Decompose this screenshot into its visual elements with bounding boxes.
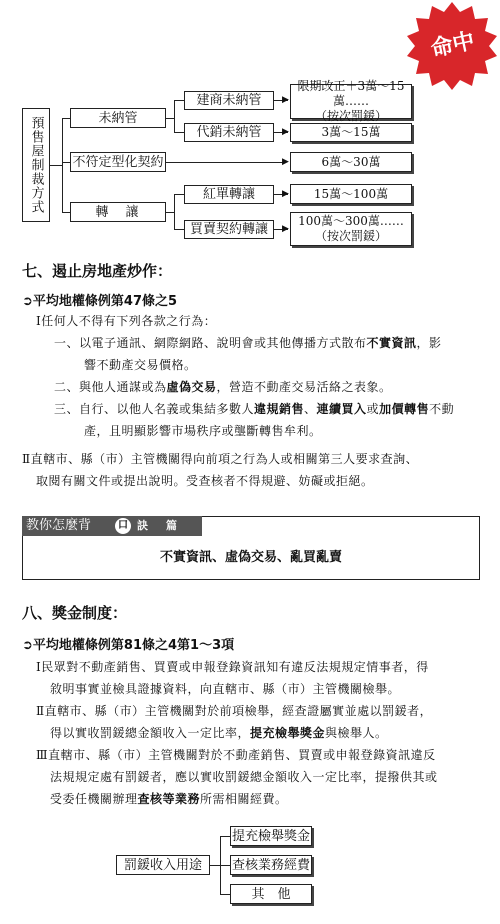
- result-box-1: [290, 79, 412, 123]
- paragraph-line: [36, 722, 488, 744]
- paragraph-line: Ⅱ直轄市、縣（市）主管機關對於前項檢舉，經查證屬實並處以罰鍰者，: [36, 704, 433, 718]
- result-line: （按次罰鍰）: [314, 109, 387, 123]
- text: 或: [366, 402, 380, 416]
- text: 一、以電子通訊、網際網路、說明會或其他傳播方式散布: [54, 336, 367, 350]
- agent-unregistered: 代銷未納管: [184, 123, 274, 142]
- paragraph-line: 敘明事實並檢具證據資料，向直轄市、縣（市）主管機關檢舉。: [50, 682, 401, 696]
- connector: [220, 836, 230, 837]
- connector: [62, 118, 63, 212]
- contract-transfer: 買賣契約轉讓: [184, 220, 274, 239]
- connector: [166, 212, 174, 213]
- keyword: 虛偽交易: [166, 380, 217, 394]
- branch-contract: 不符定型化契約: [70, 152, 166, 172]
- keyword: 提充檢舉獎金: [250, 726, 326, 740]
- arrow-head-icon: ▶: [282, 157, 289, 167]
- law-reference: ➲平均地權條例第81條之4第1～3項: [22, 638, 235, 653]
- list-item: [36, 376, 486, 398]
- paragraph-line: Ⅰ民眾對不動產銷售、買賣或申報登錄資訊知有違反法規規定情事者，得: [36, 660, 429, 674]
- keyword: 加價轉售: [379, 402, 430, 416]
- result-box-2: 3萬～15萬: [290, 123, 412, 142]
- text: 得以實收罰鍰總金額收入一定比率，: [50, 726, 251, 740]
- result-line: 限期改正＋3萬～15萬……: [297, 79, 405, 108]
- usage-item: 提充檢舉獎金: [230, 826, 312, 846]
- connector: [174, 100, 184, 101]
- list-item: [36, 398, 486, 420]
- result-box-3: 6萬～30萬: [290, 152, 412, 172]
- connector: [174, 132, 184, 133]
- branch-transfer: 轉 讓: [70, 202, 166, 222]
- connector: [62, 162, 70, 163]
- arrow-head-icon: ▶: [282, 224, 289, 234]
- keyword: 不實資訊: [366, 336, 417, 350]
- section-7-body: [36, 310, 486, 442]
- section-8-title: 八、獎金制度：: [22, 604, 128, 622]
- usage-item: 查核業務經費: [230, 855, 312, 875]
- paragraph-line: 取閱有關文件或提出說明。受查核者不得規避、妨礙或拒絕。: [36, 474, 374, 488]
- mnemonic-tab: 教你怎麼背: [26, 518, 92, 533]
- connector: [174, 194, 184, 195]
- builder-unregistered: 建商未納管: [184, 91, 274, 110]
- text: 與檢舉人。: [325, 726, 388, 740]
- connector: [220, 865, 230, 866]
- keyword: 連續買入: [316, 402, 367, 416]
- paragraph-line: [36, 788, 488, 810]
- text: ，營造不動產交易活絡之表象。: [216, 380, 392, 394]
- red-slip-transfer: 紅單轉讓: [184, 185, 274, 204]
- diagram-root: 罰鍰收入用途: [116, 855, 210, 875]
- connector: [62, 118, 70, 119]
- text: 三、自行、以他人名義或集結多數人: [54, 402, 255, 416]
- list-item-cont: 產，且明顯影響市場秩序或壟斷轉售牟利。: [84, 424, 322, 438]
- list-item-cont: 響不動產交易價格。: [84, 358, 197, 372]
- text: 受委任機關辦理: [50, 792, 138, 806]
- keyword: 查核等業務: [137, 792, 201, 806]
- connector: [174, 194, 175, 229]
- text: ，影: [416, 336, 442, 350]
- text: 不動: [429, 402, 455, 416]
- text: 二、與他人通謀或為: [54, 380, 167, 394]
- paragraph-line: 法規規定處有罰鍰者，應以實收罰鍰總金額收入一定比率，提撥供其或: [50, 770, 438, 784]
- connector: [166, 118, 174, 119]
- diagram-root: 預售屋制裁方式: [22, 108, 50, 222]
- list-item: [36, 332, 486, 354]
- hit-badge: [405, 0, 500, 92]
- paragraph-line: Ⅱ直轄市、縣（市）主管機關得向前項之行為人或相關第三人要求查詢、: [22, 452, 419, 466]
- connector: [210, 865, 220, 866]
- section-8-body: [36, 656, 488, 810]
- result-line: 100萬～300萬……: [298, 214, 404, 228]
- section-7-title: 七、遏止房地產炒作：: [22, 262, 173, 280]
- paragraph: Ⅰ任何人不得有下列各款之行為：: [36, 314, 217, 328]
- section-7-para-2: [22, 448, 492, 492]
- connector: [62, 212, 70, 213]
- result-box-4: 15萬～100萬: [290, 184, 412, 204]
- tag-text: 篇: [166, 519, 177, 532]
- text: 所需相關經費。: [200, 792, 288, 806]
- connector: [220, 894, 230, 895]
- result-line: （按次罰鍰）: [314, 229, 387, 243]
- tag-text: 訣: [137, 519, 148, 532]
- tag-circle: 口: [115, 518, 131, 534]
- arrow: [166, 162, 284, 163]
- connector: [174, 229, 184, 230]
- result-box-5: [290, 212, 412, 246]
- law-reference: ➲平均地權條例第47條之5: [22, 294, 178, 309]
- usage-item: 其 他: [230, 884, 312, 904]
- mnemonic-content: 不實資訊、虛偽交易、亂買亂賣: [159, 550, 342, 565]
- badge-text: 命中: [428, 28, 478, 63]
- arrow-head-icon: ▶: [282, 189, 289, 199]
- arrow-head-icon: ▶: [282, 127, 289, 137]
- arrow-head-icon: ▶: [282, 95, 289, 105]
- text: 、: [304, 402, 317, 416]
- connector: [50, 165, 62, 166]
- paragraph-line: Ⅲ直轄市、縣（市）主管機關對於不動產銷售、買賣或申報登錄資訊違反: [36, 748, 436, 762]
- keyword: 違規銷售: [254, 402, 305, 416]
- branch-unregistered: 未納管: [70, 108, 166, 128]
- connector: [174, 100, 175, 132]
